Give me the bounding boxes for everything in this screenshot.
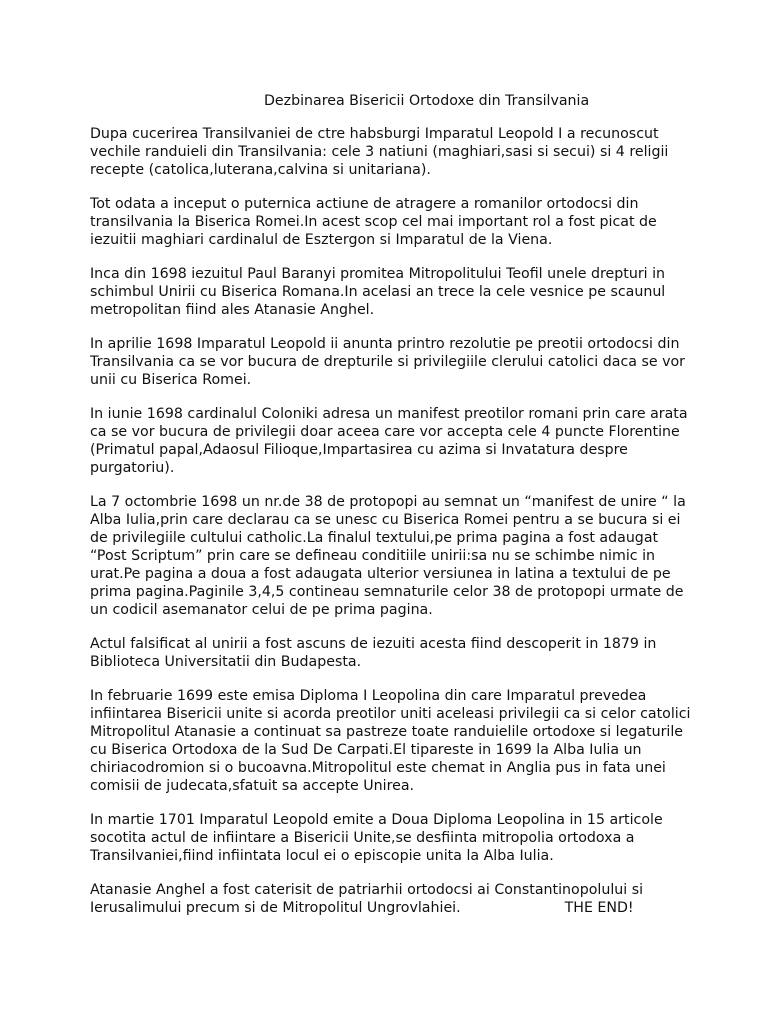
paragraph xyxy=(90,687,690,795)
paragraph-line xyxy=(90,653,690,671)
document-body xyxy=(90,125,690,933)
line-text: Dupa cucerirea Transilvaniei de ctre habsburgi Imparatul Leopold I a recunoscut xyxy=(90,126,659,142)
line-text: Actul falsificat al unirii a fost ascuns de iezuiti acesta fiind descoperit in 1879 in xyxy=(90,636,657,652)
paragraph-line xyxy=(90,741,690,759)
paragraph xyxy=(90,635,690,671)
line-text: chiriacodromion si o bucoavna.Mitropolitul este chemat in Anglia pus in fata unei xyxy=(90,760,666,776)
line-text: Ierusalimului precum si de Mitropolitul Ungrovlahiei. xyxy=(90,900,461,916)
paragraph-line xyxy=(90,529,690,547)
line-text: Tot odata a inceput o puternica actiune de atragere a romanilor ortodocsi din xyxy=(90,196,639,212)
paragraph-line xyxy=(90,847,690,865)
paragraph xyxy=(90,125,690,179)
paragraph xyxy=(90,881,690,917)
paragraph-line xyxy=(90,811,690,829)
paragraph-line xyxy=(90,143,690,161)
paragraph-line xyxy=(90,899,690,917)
paragraph-line xyxy=(90,687,690,705)
paragraph-line xyxy=(90,195,690,213)
paragraph xyxy=(90,811,690,865)
line-text: Transilvaniei,fiind infiintata locul ei o episcopie unita la Alba Iulia. xyxy=(90,848,554,864)
line-text: metropolitan fiind ales Atanasie Anghel. xyxy=(90,302,375,318)
paragraph-line xyxy=(90,353,690,371)
paragraph-line xyxy=(90,759,690,777)
paragraph-line xyxy=(90,493,690,511)
paragraph-line xyxy=(90,829,690,847)
line-text: “Post Scriptum” prin care se defineau conditiile unirii:sa nu se schimbe nimic in xyxy=(90,548,655,564)
paragraph-line xyxy=(90,423,690,441)
paragraph-line xyxy=(90,723,690,741)
paragraph-line xyxy=(90,583,690,601)
paragraph xyxy=(90,335,690,389)
line-text: infiintarea Bisericii unite si acorda preotilor uniti aceleasi privilegii ca si celor catolici xyxy=(90,706,691,722)
paragraph-line xyxy=(90,635,690,653)
paragraph-line xyxy=(90,161,690,179)
paragraph-line xyxy=(90,441,690,459)
paragraph-line xyxy=(90,881,690,899)
paragraph-line xyxy=(90,301,690,319)
paragraph-line xyxy=(90,231,690,249)
line-text: Inca din 1698 iezuitul Paul Baranyi promitea Mitropolitului Teofil unele drepturi in xyxy=(90,266,666,282)
line-text: Atanasie Anghel a fost caterisit de patriarhii ortodocsi ai Constantinopolului si xyxy=(90,882,644,898)
line-text: urat.Pe pagina a doua a fost adaugata ulterior versiunea in latina a textului de pe xyxy=(90,566,671,582)
line-text: In martie 1701 Imparatul Leopold emite a Doua Diploma Leopolina in 15 articole xyxy=(90,812,663,828)
line-text: vechile randuieli din Transilvania: cele 3 natiuni (maghiari,sasi si secui) si 4 religii xyxy=(90,144,669,160)
paragraph-line xyxy=(90,125,690,143)
line-text: La 7 octombrie 1698 un nr.de 38 de protopopi au semnat un “manifest de unire “ la xyxy=(90,494,686,510)
paragraph xyxy=(90,195,690,249)
paragraph-line xyxy=(90,547,690,565)
paragraph-line xyxy=(90,705,690,723)
paragraph-line xyxy=(90,777,690,795)
line-text: iezuitii maghiari cardinalul de Esztergon si Imparatul de la Viena. xyxy=(90,232,553,248)
line-text: In aprilie 1698 Imparatul Leopold ii anunta printro rezolutie pe preotii ortodocsi din xyxy=(90,336,680,352)
line-text: recepte (catolica,luterana,calvina si unitariana). xyxy=(90,162,431,178)
paragraph xyxy=(90,493,690,619)
line-text: ca se vor bucura de privilegii doar aceea care vor accepta cele 4 puncte Florentine xyxy=(90,424,680,440)
line-text: Biblioteca Universitatii din Budapesta. xyxy=(90,654,362,670)
paragraph xyxy=(90,405,690,477)
paragraph-line xyxy=(90,265,690,283)
paragraph-line xyxy=(90,213,690,231)
line-text: (Primatul papal,Adaosul Filioque,Impartasirea cu azima si Invatatura despre xyxy=(90,442,628,458)
line-text: prima pagina.Paginile 3,4,5 contineau semnaturile celor 38 de protopopi urmate de xyxy=(90,584,684,600)
paragraph-line xyxy=(90,601,690,619)
line-text: de privilegiile cultului catholic.La finalul textului,pe prima pagina a fost adaugat xyxy=(90,530,659,546)
line-text: In iunie 1698 cardinalul Coloniki adresa un manifest preotilor romani prin care arata xyxy=(90,406,688,422)
line-text: unii cu Biserica Romei. xyxy=(90,372,252,388)
document-title: Dezbinarea Bisericii Ortodoxe din Transilvania xyxy=(264,93,590,109)
paragraph xyxy=(90,265,690,319)
line-text: cu Biserica Ortodoxa de la Sud De Carpati.El tipareste in 1699 la Alba Iulia un xyxy=(90,742,642,758)
line-text: socotita actul de infiintare a Bisericii Unite,se desfiinta mitropolia ortodoxa a xyxy=(90,830,635,846)
paragraph-line xyxy=(90,565,690,583)
paragraph-line xyxy=(90,511,690,529)
paragraph-line xyxy=(90,459,690,477)
line-text: Mitropolitul Atanasie a continuat sa pastreze toate randuielile ortodoxe si legaturile xyxy=(90,724,684,740)
line-text: un codicil asemanator celui de pe prima pagina. xyxy=(90,602,433,618)
line-text: schimbul Unirii cu Biserica Romana.In acelasi an trece la cele vesnice pe scaunul xyxy=(90,284,666,300)
line-text: transilvania la Biserica Romei.In acest scop cel mai important rol a fost picat de xyxy=(90,214,657,230)
paragraph-line xyxy=(90,335,690,353)
paragraph-line xyxy=(90,283,690,301)
paragraph-line xyxy=(90,371,690,389)
line-text: In februarie 1699 este emisa Diploma I Leopolina din care Imparatul prevedea xyxy=(90,688,647,704)
the-end-label: THE END! xyxy=(564,900,634,916)
line-text: Alba Iulia,prin care declarau ca se unesc cu Biserica Romei pentru a se bucura si ei xyxy=(90,512,681,528)
line-text: comisii de judecata,sfatuit sa accepte Unirea. xyxy=(90,778,415,794)
line-text: purgatoriu). xyxy=(90,460,175,476)
line-text: Transilvania ca se vor bucura de drepturile si privilegiile clerului catolici daca se vor xyxy=(90,354,685,370)
paragraph-line xyxy=(90,405,690,423)
